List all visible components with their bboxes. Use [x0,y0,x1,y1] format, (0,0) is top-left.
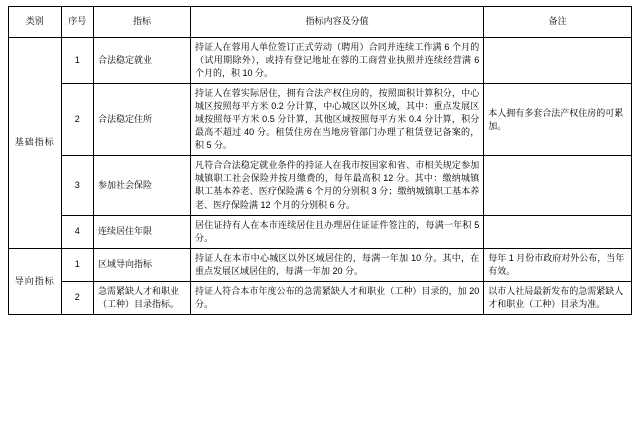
table-header-row [9,7,632,38]
indicator-name: 急需紧缺人才和职业（工种）目录指标。 [93,281,190,314]
row-number: 2 [61,281,93,314]
indicator-name: 合法稳定就业 [93,38,190,84]
table-row [9,248,632,281]
indicator-name: 参加社会保险 [93,156,190,215]
category-guidance [9,248,62,314]
header-remark: 备注 [484,7,632,38]
indicator-remark [484,156,632,215]
indicator-name: 合法稳定住所 [93,84,190,156]
indicator-remark: 每年 1 月份市政府对外公布，当年有效。 [484,248,632,281]
header-content-score: 指标内容及分值 [191,7,484,38]
indicator-content: 持证人在蓉用人单位签订正式劳动（聘用）合同并连续工作满 6 个月的（试用期除外），或持有登记地址在蓉的工商营业执照并连续经营满 6 个月的，积 10 分。 [191,38,484,84]
indicator-content: 持证人在蓉实际居住，拥有合法产权住房的，按照面积计算积分，中心城区按照每平方米 0.2 分计算，中心城区以外区域，其中：重点发展区域按照每平方米 0.5 分计算，其他区域按照每平方米 0.4 分计算，积分最高不超过 40 分。租赁住房在当地房管部门办理了租赁登记备案的，积 5 分。 [191,84,484,156]
row-number: 1 [61,38,93,84]
table-row [9,84,632,156]
table-row [9,38,632,84]
row-number: 1 [61,248,93,281]
indicator-remark [484,215,632,248]
indicator-remark: 本人拥有多套合法产权住房的可累加。 [484,84,632,156]
table-row [9,281,632,314]
indicator-name: 区域导向指标 [93,248,190,281]
indicator-content: 持证人在本市中心城区以外区域居住的，每满一年加 10 分。其中，在重点发展区域居住的，每满一年加 20 分。 [191,248,484,281]
row-number: 2 [61,84,93,156]
category-basic-label: 基础指标 [14,137,55,148]
table-row [9,215,632,248]
indicator-remark [484,38,632,84]
row-number: 3 [61,156,93,215]
category-guidance-label: 导向指标 [14,275,55,286]
indicator-remark: 以市人社局最新发布的急需紧缺人才和职业（工种）目录为准。 [484,281,632,314]
indicator-name: 连续居住年限 [93,215,190,248]
header-indicator: 指标 [93,7,190,38]
indicator-content: 凡符合合法稳定就业条件的持证人在我市按国家和省、市相关规定参加城镇职工社会保险并按月缴费的，每年最高积 12 分。其中：缴纳城镇职工基本养老、医疗保险满 6 个月的分别积 3 分；缴纳城镇职工基本养老、医疗保险满 12 个月的分别积 6 分。 [191,156,484,215]
table-header [9,7,632,38]
row-number: 4 [61,215,93,248]
scoring-table [8,6,632,315]
indicator-content: 持证人符合本市年度公布的急需紧缺人才和职业（工种）目录的，加 20 分。 [191,281,484,314]
header-index: 序号 [61,7,93,38]
header-category: 类别 [9,7,62,38]
indicator-content: 居住证持有人在本市连续居住且办理居住证证件签注的，每满一年积 5 分。 [191,215,484,248]
table-row [9,156,632,215]
category-basic [9,38,62,249]
table-body [9,38,632,315]
